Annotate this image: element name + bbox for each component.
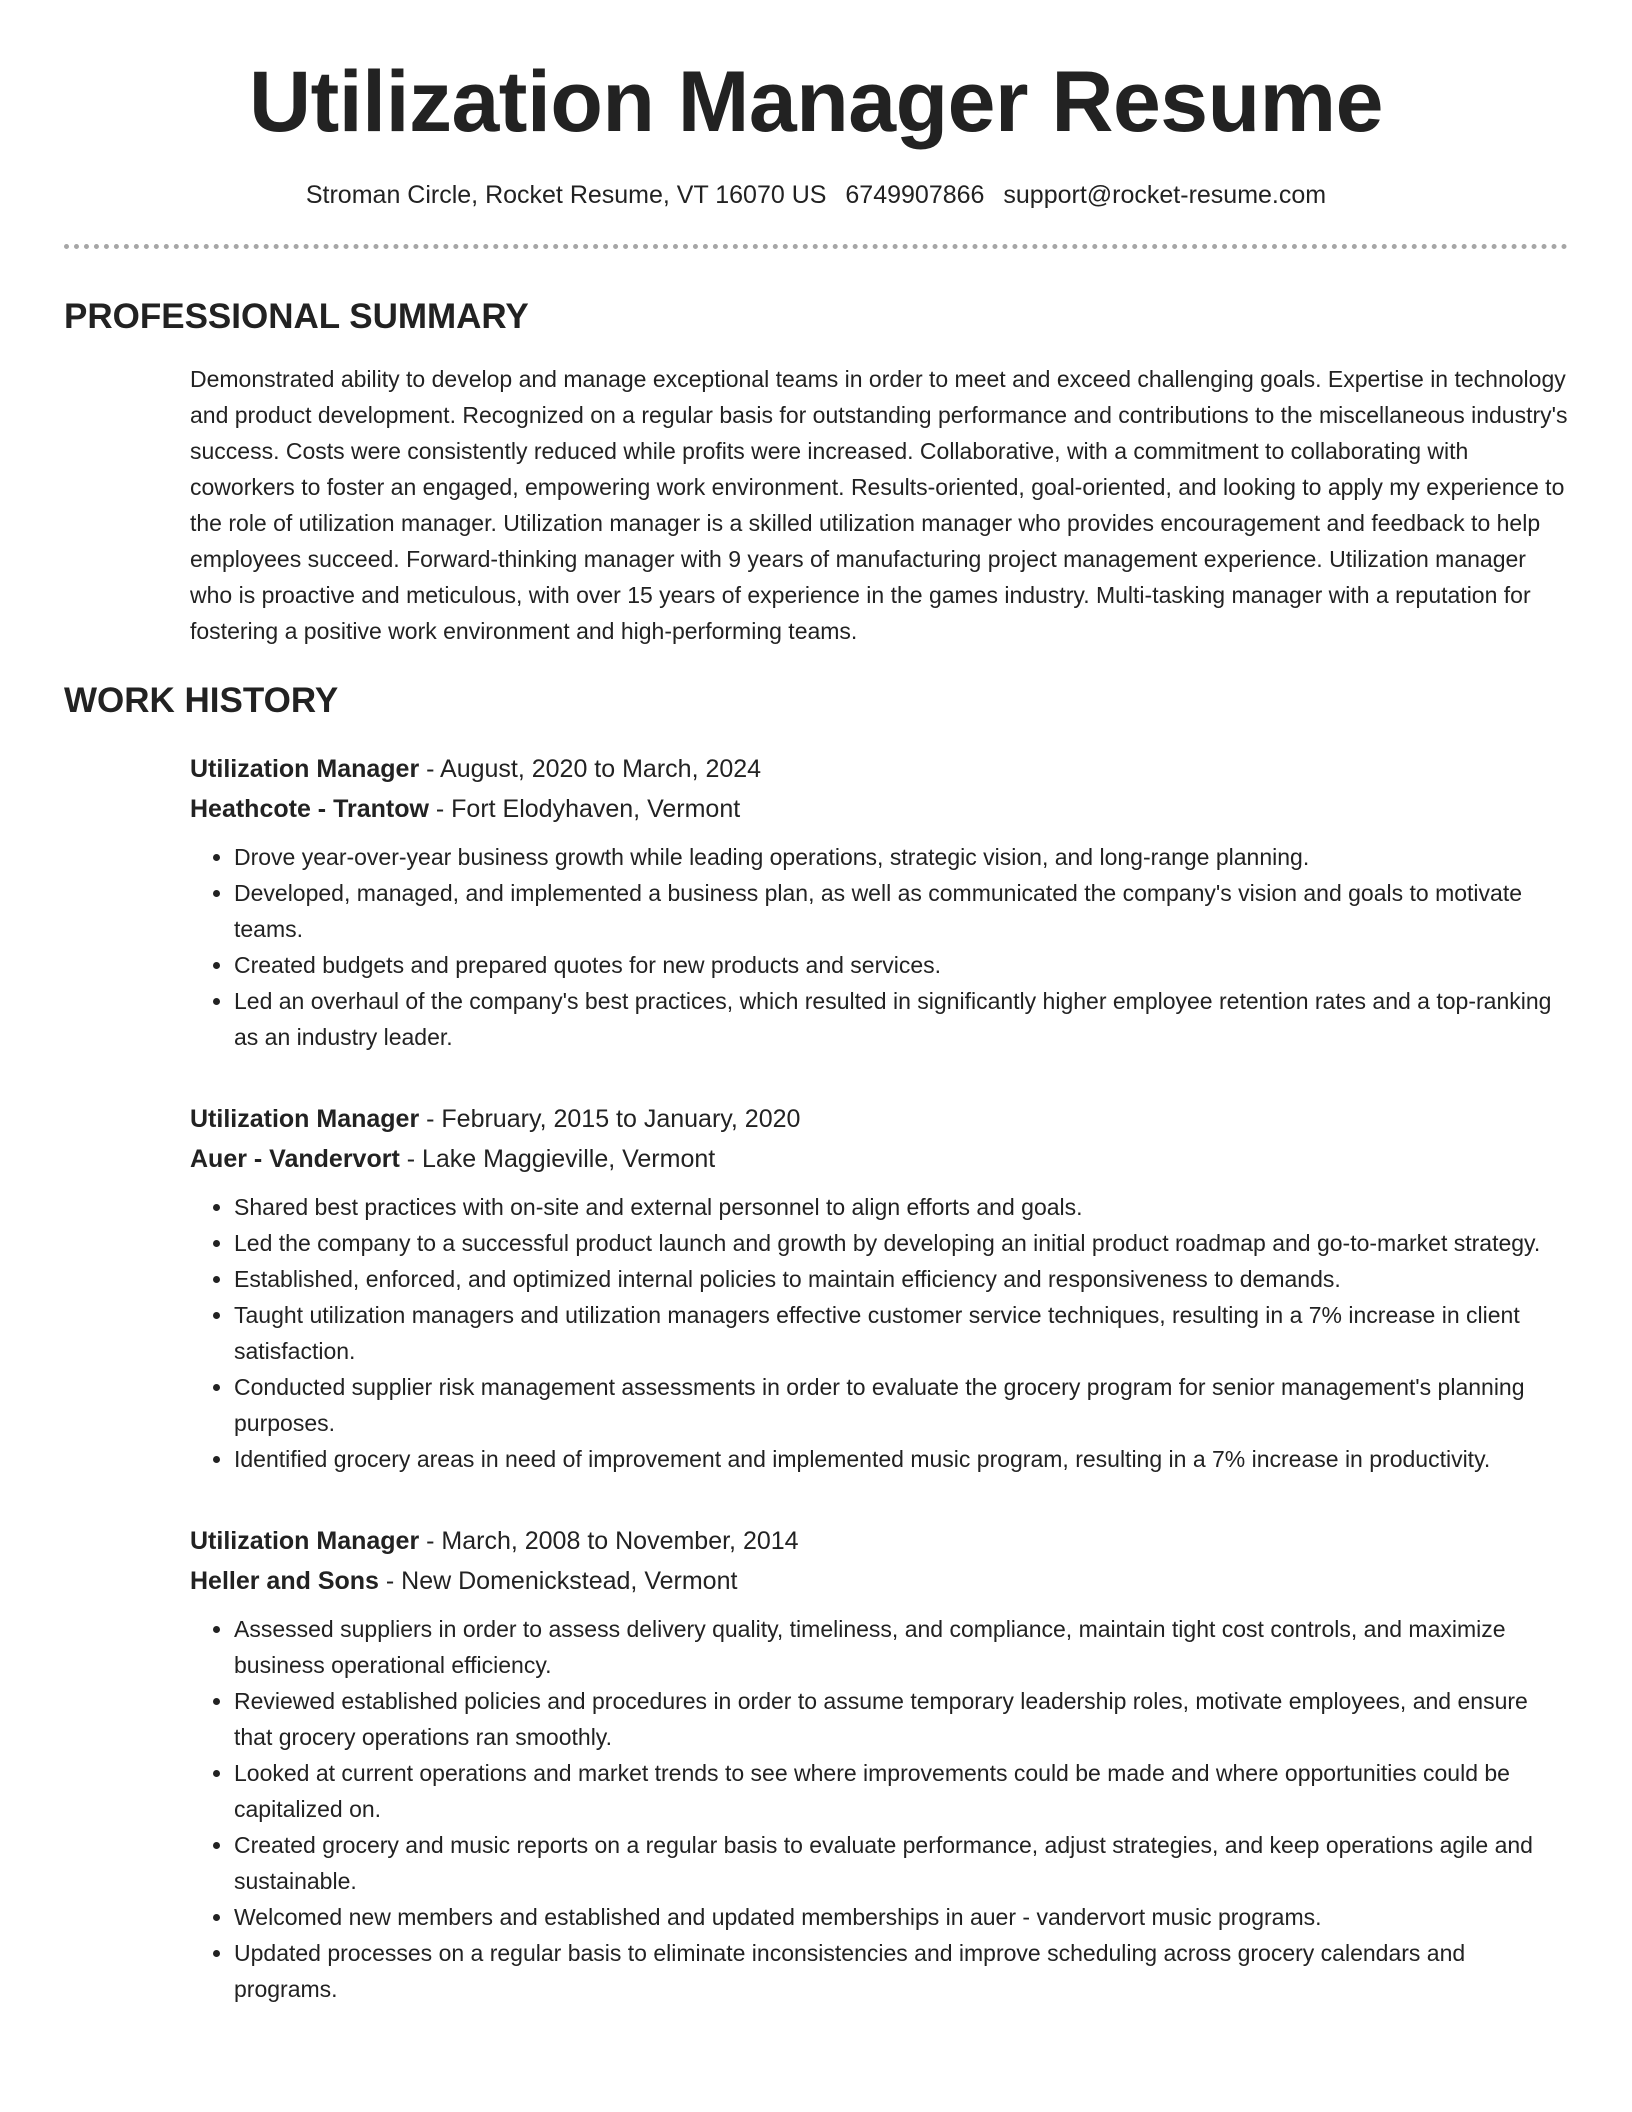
header-divider [64,244,1568,249]
job-location: - Fort Elodyhaven, Vermont [428,795,741,823]
job-bullet: • Created grocery and music reports on a regular basis to evaluate performance, adjust strategies, and keep operations agile and sustainable. [234,1827,1568,1899]
job-bullet: • Created budgets and prepared quotes for new products and services. [234,947,1568,983]
job-bullet: • Identified grocery areas in need of improvement and implemented music program, resulting in a 7% increase in productivity. [234,1441,1568,1477]
job-bullet: • Taught utilization managers and utilization managers effective customer service techniques, resulting in a 7% increase in client satisfaction. [234,1297,1568,1369]
job-company-line [190,1139,1568,1179]
job-dates: - August, 2020 to March, 2024 [419,755,762,783]
job-bullet: • Conducted supplier risk management assessments in order to evaluate the grocery program for senior management's planning purposes. [234,1369,1568,1441]
job-company-line [190,789,1568,829]
job-entry [190,1521,1568,2007]
job-bullets [190,839,1568,1055]
job-bullet: • Established, enforced, and optimized internal policies to maintain efficiency and responsiveness to demands. [234,1261,1568,1297]
job-bullet: • Led an overhaul of the company's best practices, which resulted in significantly higher employee retention rates and a top-ranking as an industry leader. [234,983,1568,1055]
job-company: Auer - Vandervort [190,1145,400,1173]
job-bullet: • Led the company to a successful product launch and growth by developing an initial product roadmap and go-to-market strategy. [234,1225,1568,1261]
contact-address: Stroman Circle, Rocket Resume, VT 16070 US [305,181,827,209]
job-bullet: • Drove year-over-year business growth while leading operations, strategic vision, and long-range planning. [234,839,1568,875]
job-dates: - February, 2015 to January, 2020 [419,1105,801,1133]
job-bullets [190,1189,1568,1477]
job-location: - New Domenickstead, Vermont [378,1567,738,1595]
job-bullet: • Looked at current operations and market trends to see where improvements could be made and where opportunities could be capitalized on. [234,1755,1568,1827]
job-title-line [190,1099,1568,1139]
work-history-heading: WORK HISTORY [64,681,339,720]
job-bullet: • Welcomed new members and established and updated memberships in auer - vandervort music programs. [234,1899,1568,1935]
contact-info [64,178,1568,212]
job-title: Utilization Manager [190,755,420,783]
job-bullets [190,1611,1568,2007]
summary-heading: PROFESSIONAL SUMMARY [64,297,529,336]
job-bullet: • Assessed suppliers in order to assess delivery quality, timeliness, and compliance, maintain tight cost controls, and maximize business operational efficiency. [234,1611,1568,1683]
job-title: Utilization Manager [190,1105,420,1133]
resume-title: Utilization Manager Resume [249,54,1383,150]
job-title-line [190,1521,1568,1561]
job-entry [190,749,1568,1055]
job-title: Utilization Manager [190,1527,420,1555]
job-bullet: • Shared best practices with on-site and external personnel to align efforts and goals. [234,1189,1568,1225]
job-dates: - March, 2008 to November, 2014 [419,1527,799,1555]
contact-phone: 6749907866 [845,181,985,209]
job-company-line [190,1561,1568,1601]
job-bullet: • Reviewed established policies and procedures in order to assume temporary leadership roles, motivate employees, and ensure that grocery operations ran smoothly. [234,1683,1568,1755]
job-entry [190,1099,1568,1477]
work-history-list [190,749,1568,2007]
job-location: - Lake Maggieville, Vermont [399,1145,716,1173]
summary-text: Demonstrated ability to develop and manage exceptional teams in order to meet and exceed challenging goals. Expertise in technology and product development. Recognized on a regular basis for outstanding performance and contributions to the miscellaneous industry's success. Costs were consistently reduced while profits were increased. Collaborative, with a commitment to collaborating with coworkers to foster an engaged, empowering work environment. Results-oriented, goal-oriented, and looking to apply my experience to the role of utilization manager. Utilization manager is a skilled utilization manager who provides encouragement and feedback to help employees succeed. Forward-thinking manager with 9 years of manufacturing project management experience. Utilization manager who is proactive and meticulous, with over 15 years of experience in the games industry. Multi-tasking manager with a reputation for fostering a positive work environment and high-performing teams. [190,366,1568,644]
job-company: Heller and Sons [190,1567,379,1595]
job-bullet: • Updated processes on a regular basis to eliminate inconsistencies and improve scheduling across grocery calendars and programs. [234,1935,1568,2007]
contact-email: support@rocket-resume.com [1003,181,1327,209]
job-company: Heathcote - Trantow [190,795,429,823]
job-title-line [190,749,1568,789]
job-bullet: • Developed, managed, and implemented a business plan, as well as communicated the company's vision and goals to motivate teams. [234,875,1568,947]
